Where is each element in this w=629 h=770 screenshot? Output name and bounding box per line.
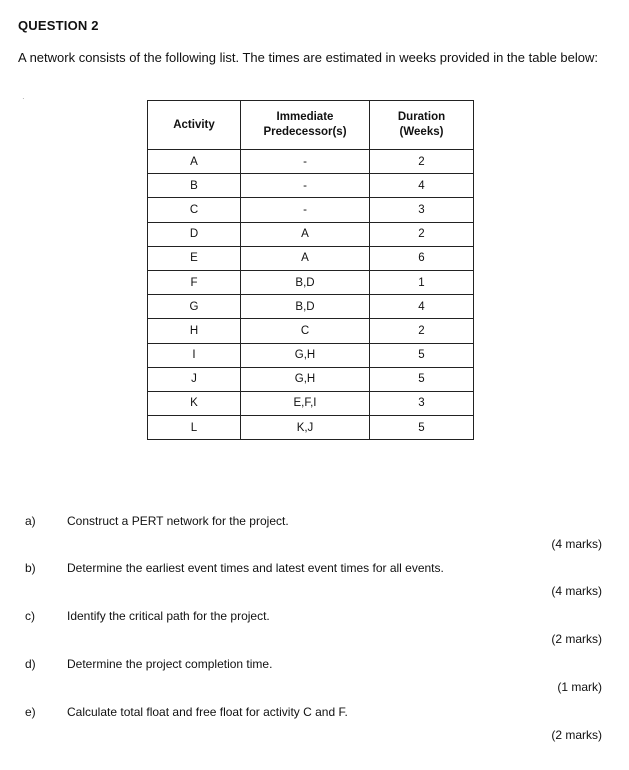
question-marks: (2 marks) — [551, 728, 602, 742]
question-marks: (4 marks) — [551, 537, 602, 551]
predecessor-cell: G,H — [241, 367, 370, 391]
table-row — [148, 222, 474, 246]
duration-cell: 4 — [370, 295, 474, 319]
predecessor-cell: C — [241, 319, 370, 343]
predecessor-cell: E,F,I — [241, 391, 370, 415]
duration-cell: 5 — [370, 343, 474, 367]
question-label: b) — [25, 561, 36, 575]
activity-cell: C — [148, 198, 241, 222]
predecessor-cell: - — [241, 174, 370, 198]
table-row — [148, 416, 474, 440]
question-text: Calculate total float and free float for activity C and F. — [67, 705, 348, 719]
activity-cell: B — [148, 174, 241, 198]
question-label: d) — [25, 657, 36, 671]
header-predecessors-line1: Immediate — [276, 111, 334, 123]
header-duration-line2: (Weeks) — [399, 126, 444, 138]
activity-table — [147, 100, 474, 440]
activity-cell: F — [148, 270, 241, 294]
header-activity-text: Activity — [173, 118, 215, 131]
question-marks: (1 mark) — [557, 680, 602, 694]
predecessor-cell: A — [241, 246, 370, 270]
duration-cell: 5 — [370, 416, 474, 440]
table-row — [148, 150, 474, 174]
table-row — [148, 295, 474, 319]
header-duration — [370, 101, 474, 150]
question-title: QUESTION 2 — [18, 18, 99, 33]
predecessor-cell: K,J — [241, 416, 370, 440]
intro-text: A network consists of the following list. The times are estimated in weeks provided in the table below: — [18, 50, 598, 65]
question-label: e) — [25, 705, 36, 719]
table-row — [148, 246, 474, 270]
predecessor-cell: - — [241, 150, 370, 174]
activity-cell: L — [148, 416, 241, 440]
table-row — [148, 343, 474, 367]
question-label: a) — [25, 514, 36, 528]
activity-cell: K — [148, 391, 241, 415]
question-text: Construct a PERT network for the project. — [67, 514, 289, 528]
header-predecessors-line2: Predecessor(s) — [263, 126, 347, 138]
table-body — [148, 150, 474, 440]
question-text: Identify the critical path for the project. — [67, 609, 270, 623]
duration-cell: 5 — [370, 367, 474, 391]
header-predecessors — [241, 101, 370, 150]
activity-cell: G — [148, 295, 241, 319]
duration-cell: 3 — [370, 391, 474, 415]
predecessor-cell: - — [241, 198, 370, 222]
activity-cell: H — [148, 319, 241, 343]
predecessor-cell: B,D — [241, 295, 370, 319]
duration-cell: 6 — [370, 246, 474, 270]
duration-cell: 2 — [370, 150, 474, 174]
stray-mark: · — [22, 94, 25, 103]
question-text: Determine the earliest event times and latest event times for all events. — [67, 561, 444, 575]
predecessor-cell: B,D — [241, 270, 370, 294]
table-row — [148, 270, 474, 294]
question-marks: (2 marks) — [551, 632, 602, 646]
duration-cell: 2 — [370, 222, 474, 246]
activity-cell: I — [148, 343, 241, 367]
question-marks: (4 marks) — [551, 584, 602, 598]
duration-cell: 1 — [370, 270, 474, 294]
activity-cell: D — [148, 222, 241, 246]
activity-cell: E — [148, 246, 241, 270]
activity-cell: J — [148, 367, 241, 391]
table-row — [148, 174, 474, 198]
table-row — [148, 367, 474, 391]
duration-cell: 4 — [370, 174, 474, 198]
question-item — [0, 705, 629, 765]
table-header-row — [148, 101, 474, 150]
predecessor-cell: G,H — [241, 343, 370, 367]
table-row — [148, 319, 474, 343]
question-text: Determine the project completion time. — [67, 657, 273, 671]
header-activity — [148, 101, 241, 150]
duration-cell: 2 — [370, 319, 474, 343]
activity-cell: A — [148, 150, 241, 174]
question-label: c) — [25, 609, 35, 623]
duration-cell: 3 — [370, 198, 474, 222]
header-duration-line1: Duration — [397, 111, 446, 123]
table-row — [148, 198, 474, 222]
predecessor-cell: A — [241, 222, 370, 246]
table-row — [148, 391, 474, 415]
